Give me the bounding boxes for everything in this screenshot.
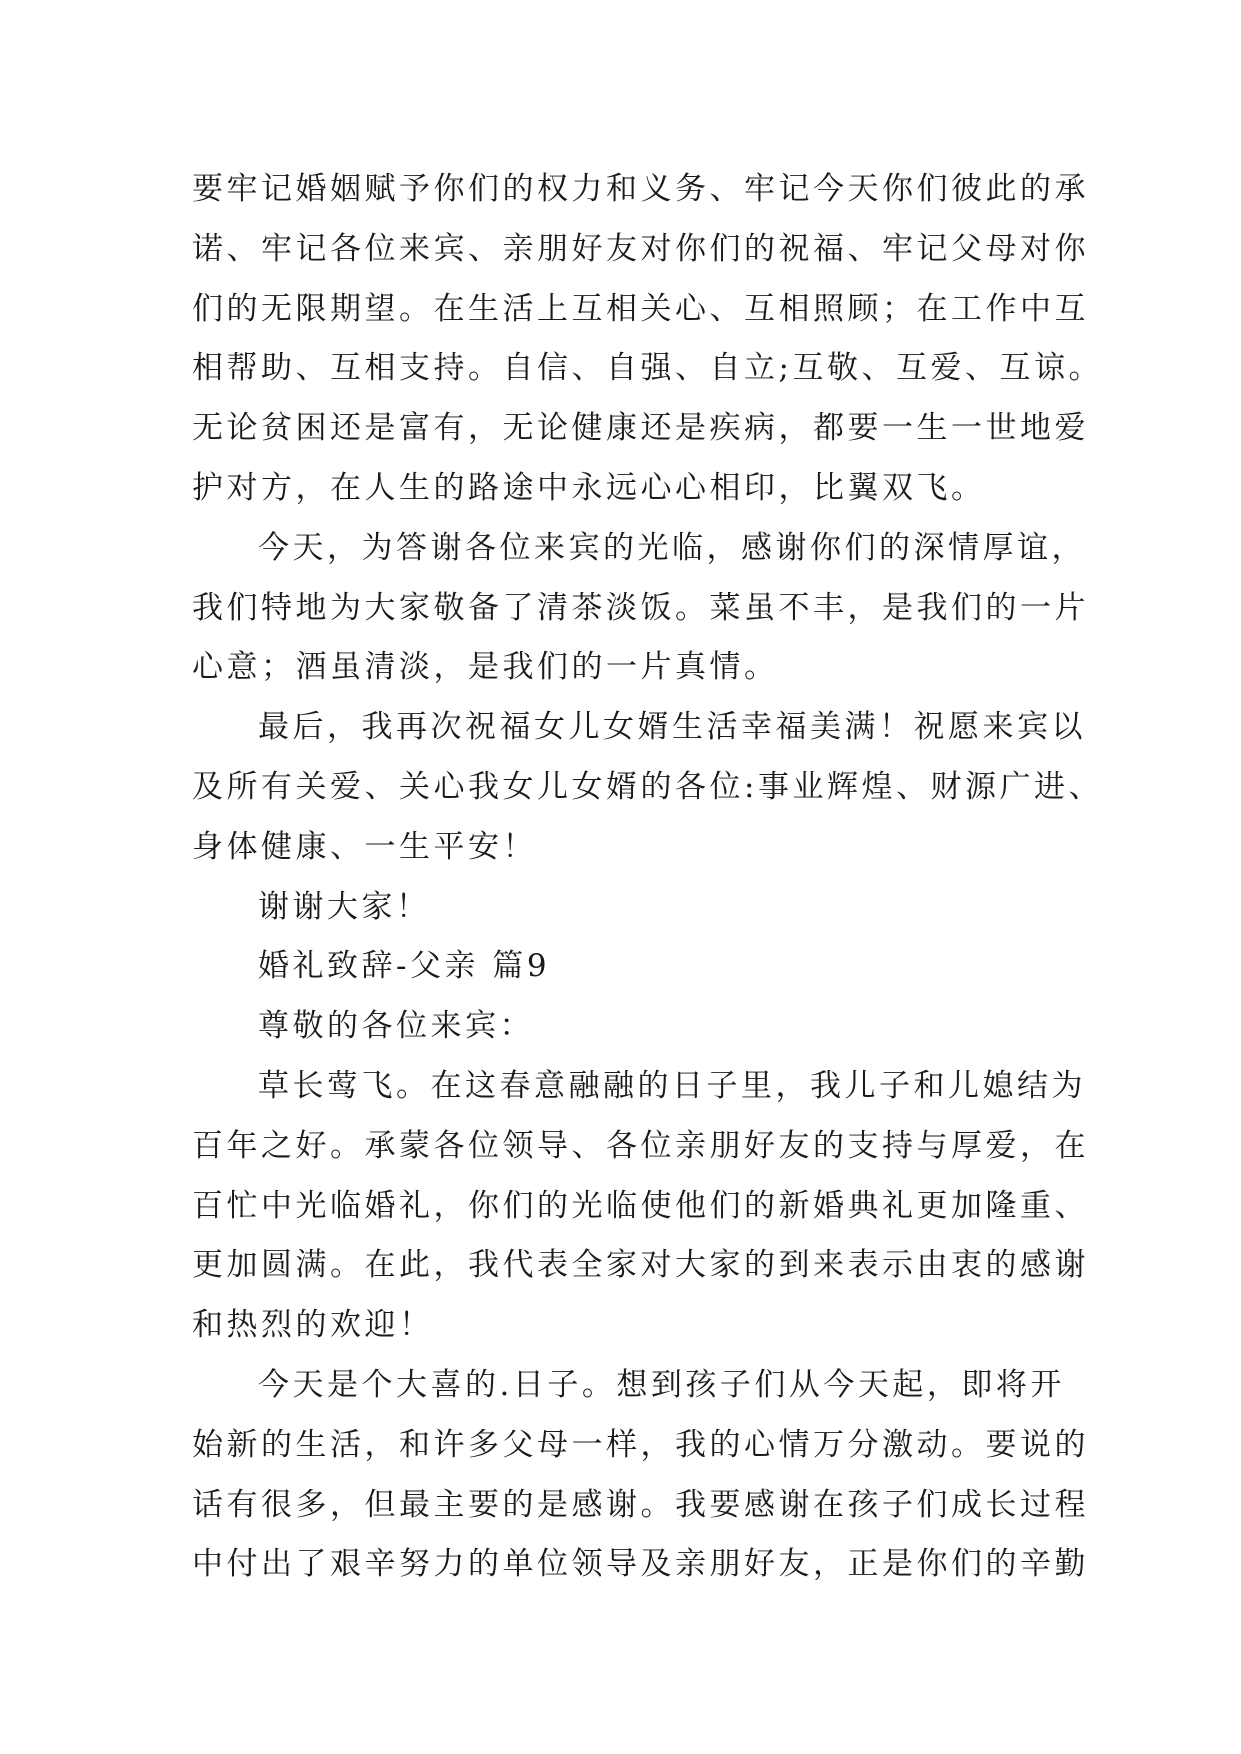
text-line: 尊敬的各位来宾： <box>258 1008 534 1045</box>
text-line: 谢谢大家！ <box>258 888 431 925</box>
text-line: 及所有关爱、关心我女儿女婿的各位:事业辉煌、财源广进、 <box>192 768 1103 805</box>
text-line: 中付出了艰辛努力的单位领导及亲朋好友，正是你们的辛勤 <box>192 1546 1089 1583</box>
text-line: 婚礼致辞-父亲 篇9 <box>258 948 551 985</box>
text-line: 今天是个大喜的.日子。想到孩子们从今天起，即将开 <box>258 1366 1065 1403</box>
text-line: 最后，我再次祝福女儿女婿生活幸福美满！祝愿来宾以 <box>258 709 1086 746</box>
text-line: 话有很多，但最主要的是感谢。我要感谢在孩子们成长过程 <box>192 1486 1089 1523</box>
text-line: 护对方，在人生的路途中永远心心相印，比翼双飞。 <box>192 469 986 506</box>
text-line: 今天，为答谢各位来宾的光临，感谢你们的深情厚谊， <box>258 529 1086 566</box>
text-line: 草长莺飞。在这春意融融的日子里，我儿子和儿媳结为 <box>258 1067 1086 1104</box>
text-line: 百忙中光临婚礼，你们的光临使他们的新婚典礼更加隆重、 <box>192 1187 1089 1224</box>
text-line: 和热烈的欢迎！ <box>192 1307 434 1344</box>
text-line: 要牢记婚姻赋予你们的权力和义务、牢记今天你们彼此的承 <box>192 171 1089 207</box>
text-line: 无论贫困还是富有，无论健康还是疾病，都要一生一世地爱 <box>192 410 1089 447</box>
text-line: 更加圆满。在此，我代表全家对大家的到来表示由衷的感谢 <box>192 1247 1089 1284</box>
text-line: 身体健康、一生平安！ <box>192 828 537 865</box>
text-line: 心意；酒虽清淡，是我们的一片真情。 <box>192 649 779 686</box>
text-line: 相帮助、互相支持。自信、自强、自立;互敬、互爱、互谅。 <box>192 350 1103 387</box>
text-line: 们的无限期望。在生活上互相关心、互相照顾；在工作中互 <box>192 290 1089 327</box>
text-line: 诺、牢记各位来宾、亲朋好友对你们的祝福、牢记父母对你 <box>192 230 1089 267</box>
text-line: 百年之好。承蒙各位领导、各位亲朋好友的支持与厚爱，在 <box>192 1127 1089 1164</box>
text-line: 始新的生活，和许多父母一样，我的心情万分激动。要说的 <box>192 1426 1089 1463</box>
text-line: 我们特地为大家敬备了清茶淡饭。菜虽不丰，是我们的一片 <box>192 589 1089 626</box>
document-body <box>192 160 1103 1595</box>
